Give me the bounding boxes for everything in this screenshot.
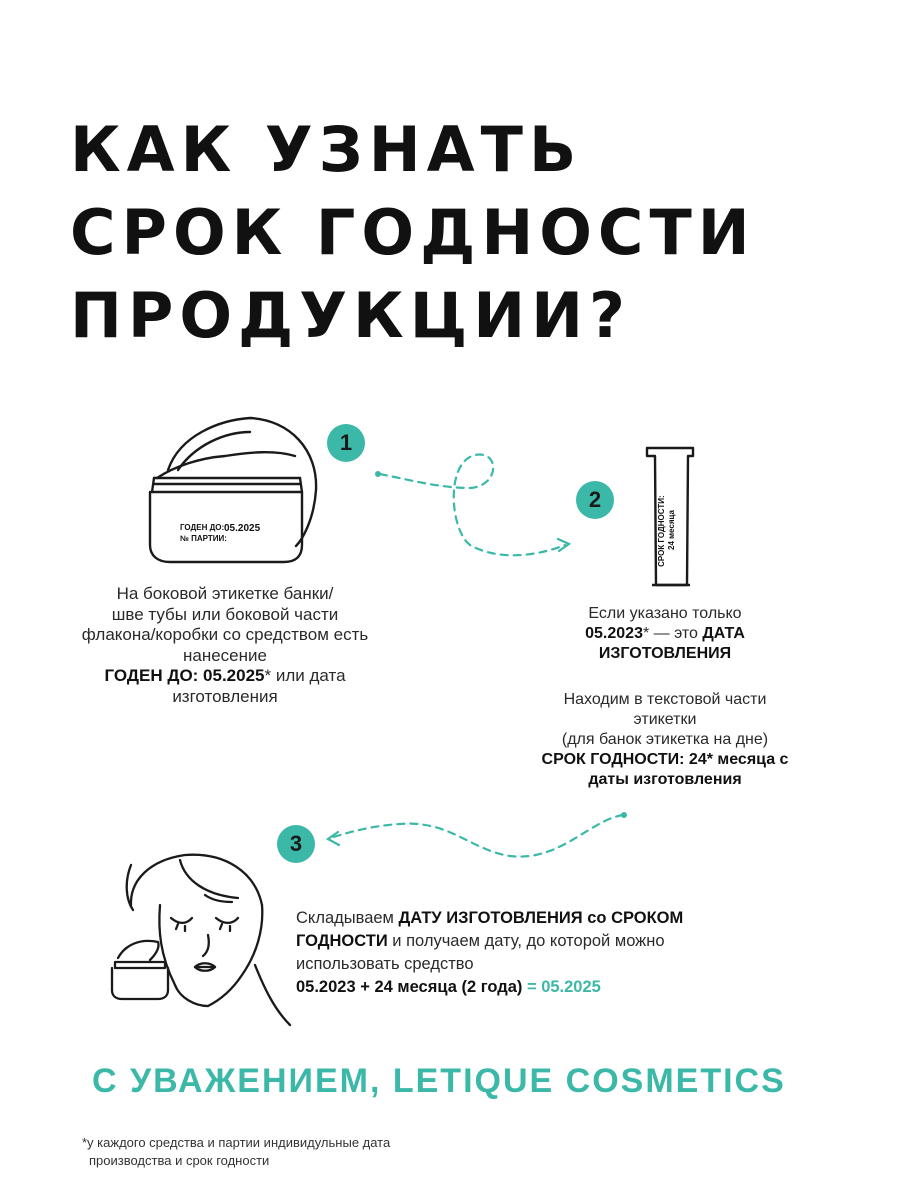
footnote: [82, 1134, 390, 1170]
text-line: На боковой этикетке банки/: [116, 584, 334, 603]
cream-jar-icon: [150, 418, 316, 562]
dashed-arrow: [330, 815, 623, 857]
dashed-arrow: [380, 455, 565, 556]
text-line: * — это: [642, 625, 703, 642]
step-badge-2: 2: [576, 481, 614, 519]
step2-description: [495, 604, 835, 664]
text-line: флакона/коробки со средством есть: [81, 625, 369, 644]
step1-description: [30, 584, 420, 707]
step3-description: [296, 907, 776, 999]
date-highlight: 05.2023: [585, 625, 643, 642]
footnote-mark: *: [706, 751, 713, 768]
sum-highlight: ГОДНОСТИ: [296, 932, 388, 950]
title-line: ПРОДУКЦИИ?: [70, 279, 631, 352]
footnote-line: производства и срок годности: [89, 1153, 270, 1168]
signature: С УВАЖЕНИЕМ, LETIQUE COSMETICS: [92, 1062, 786, 1100]
arrowhead-icon: [328, 832, 339, 845]
shelf-life-highlight: месяца с: [712, 751, 789, 768]
tube-label-line: СРОК ГОДНОСТИ:: [657, 495, 666, 567]
jar-batch-label: № ПАРТИИ:: [180, 534, 227, 543]
text-line: (для банок этикетка на дне): [561, 731, 769, 748]
manufacture-highlight: ИЗГОТОВЛЕНИЯ: [598, 645, 732, 662]
shelf-life-highlight: даты изготовления: [588, 771, 742, 788]
jar-expiry-value: 05.2025: [224, 523, 261, 534]
step-badge-1: 1: [327, 424, 365, 462]
tube-label-line: 24 месяца: [667, 510, 676, 550]
text-line: * или дата: [264, 666, 346, 685]
text-line: Находим в текстовой части: [563, 691, 767, 708]
arrow-start-dot: [375, 471, 381, 477]
cream-jar-small-icon: [112, 941, 168, 999]
shelf-life-highlight: СРОК ГОДНОСТИ: 24: [541, 751, 707, 768]
formula-result: = 05.2025: [522, 978, 601, 996]
text-line: Складываем: [296, 909, 399, 927]
text-line: и получаем дату, до которой можно: [387, 932, 665, 950]
text-line: нанесение: [183, 645, 267, 665]
expiry-highlight: ГОДЕН ДО: 05.2025: [104, 666, 265, 685]
step-badge-3: 3: [277, 825, 315, 863]
manufacture-highlight: ДАТА: [702, 625, 745, 642]
text-line: этикетки: [633, 711, 697, 728]
text-line: Если указано только: [588, 605, 742, 622]
formula: 05.2023 + 24 месяца (2 года): [296, 978, 523, 996]
text-line: использовать средство: [296, 955, 474, 973]
svg-text:СРОК ГОДНОСТИ: 24 месяца: [657, 493, 676, 567]
step2-shelf-life: [495, 690, 835, 790]
sum-highlight: ДАТУ ИЗГОТОВЛЕНИЯ со СРОКОМ: [398, 909, 684, 927]
footnote-line: *у каждого средства и партии индивидульные дата: [82, 1135, 391, 1150]
text-line: шве тубы или боковой части: [111, 604, 339, 624]
title-line: СРОК ГОДНОСТИ: [70, 196, 756, 269]
title-line: КАК УЗНАТЬ: [70, 113, 583, 186]
text-line: изготовления: [172, 686, 278, 706]
arrowhead-icon: [558, 539, 569, 551]
arrow-start-dot: [621, 812, 627, 818]
jar-expiry-label: ГОДЕН ДО:: [180, 523, 225, 532]
